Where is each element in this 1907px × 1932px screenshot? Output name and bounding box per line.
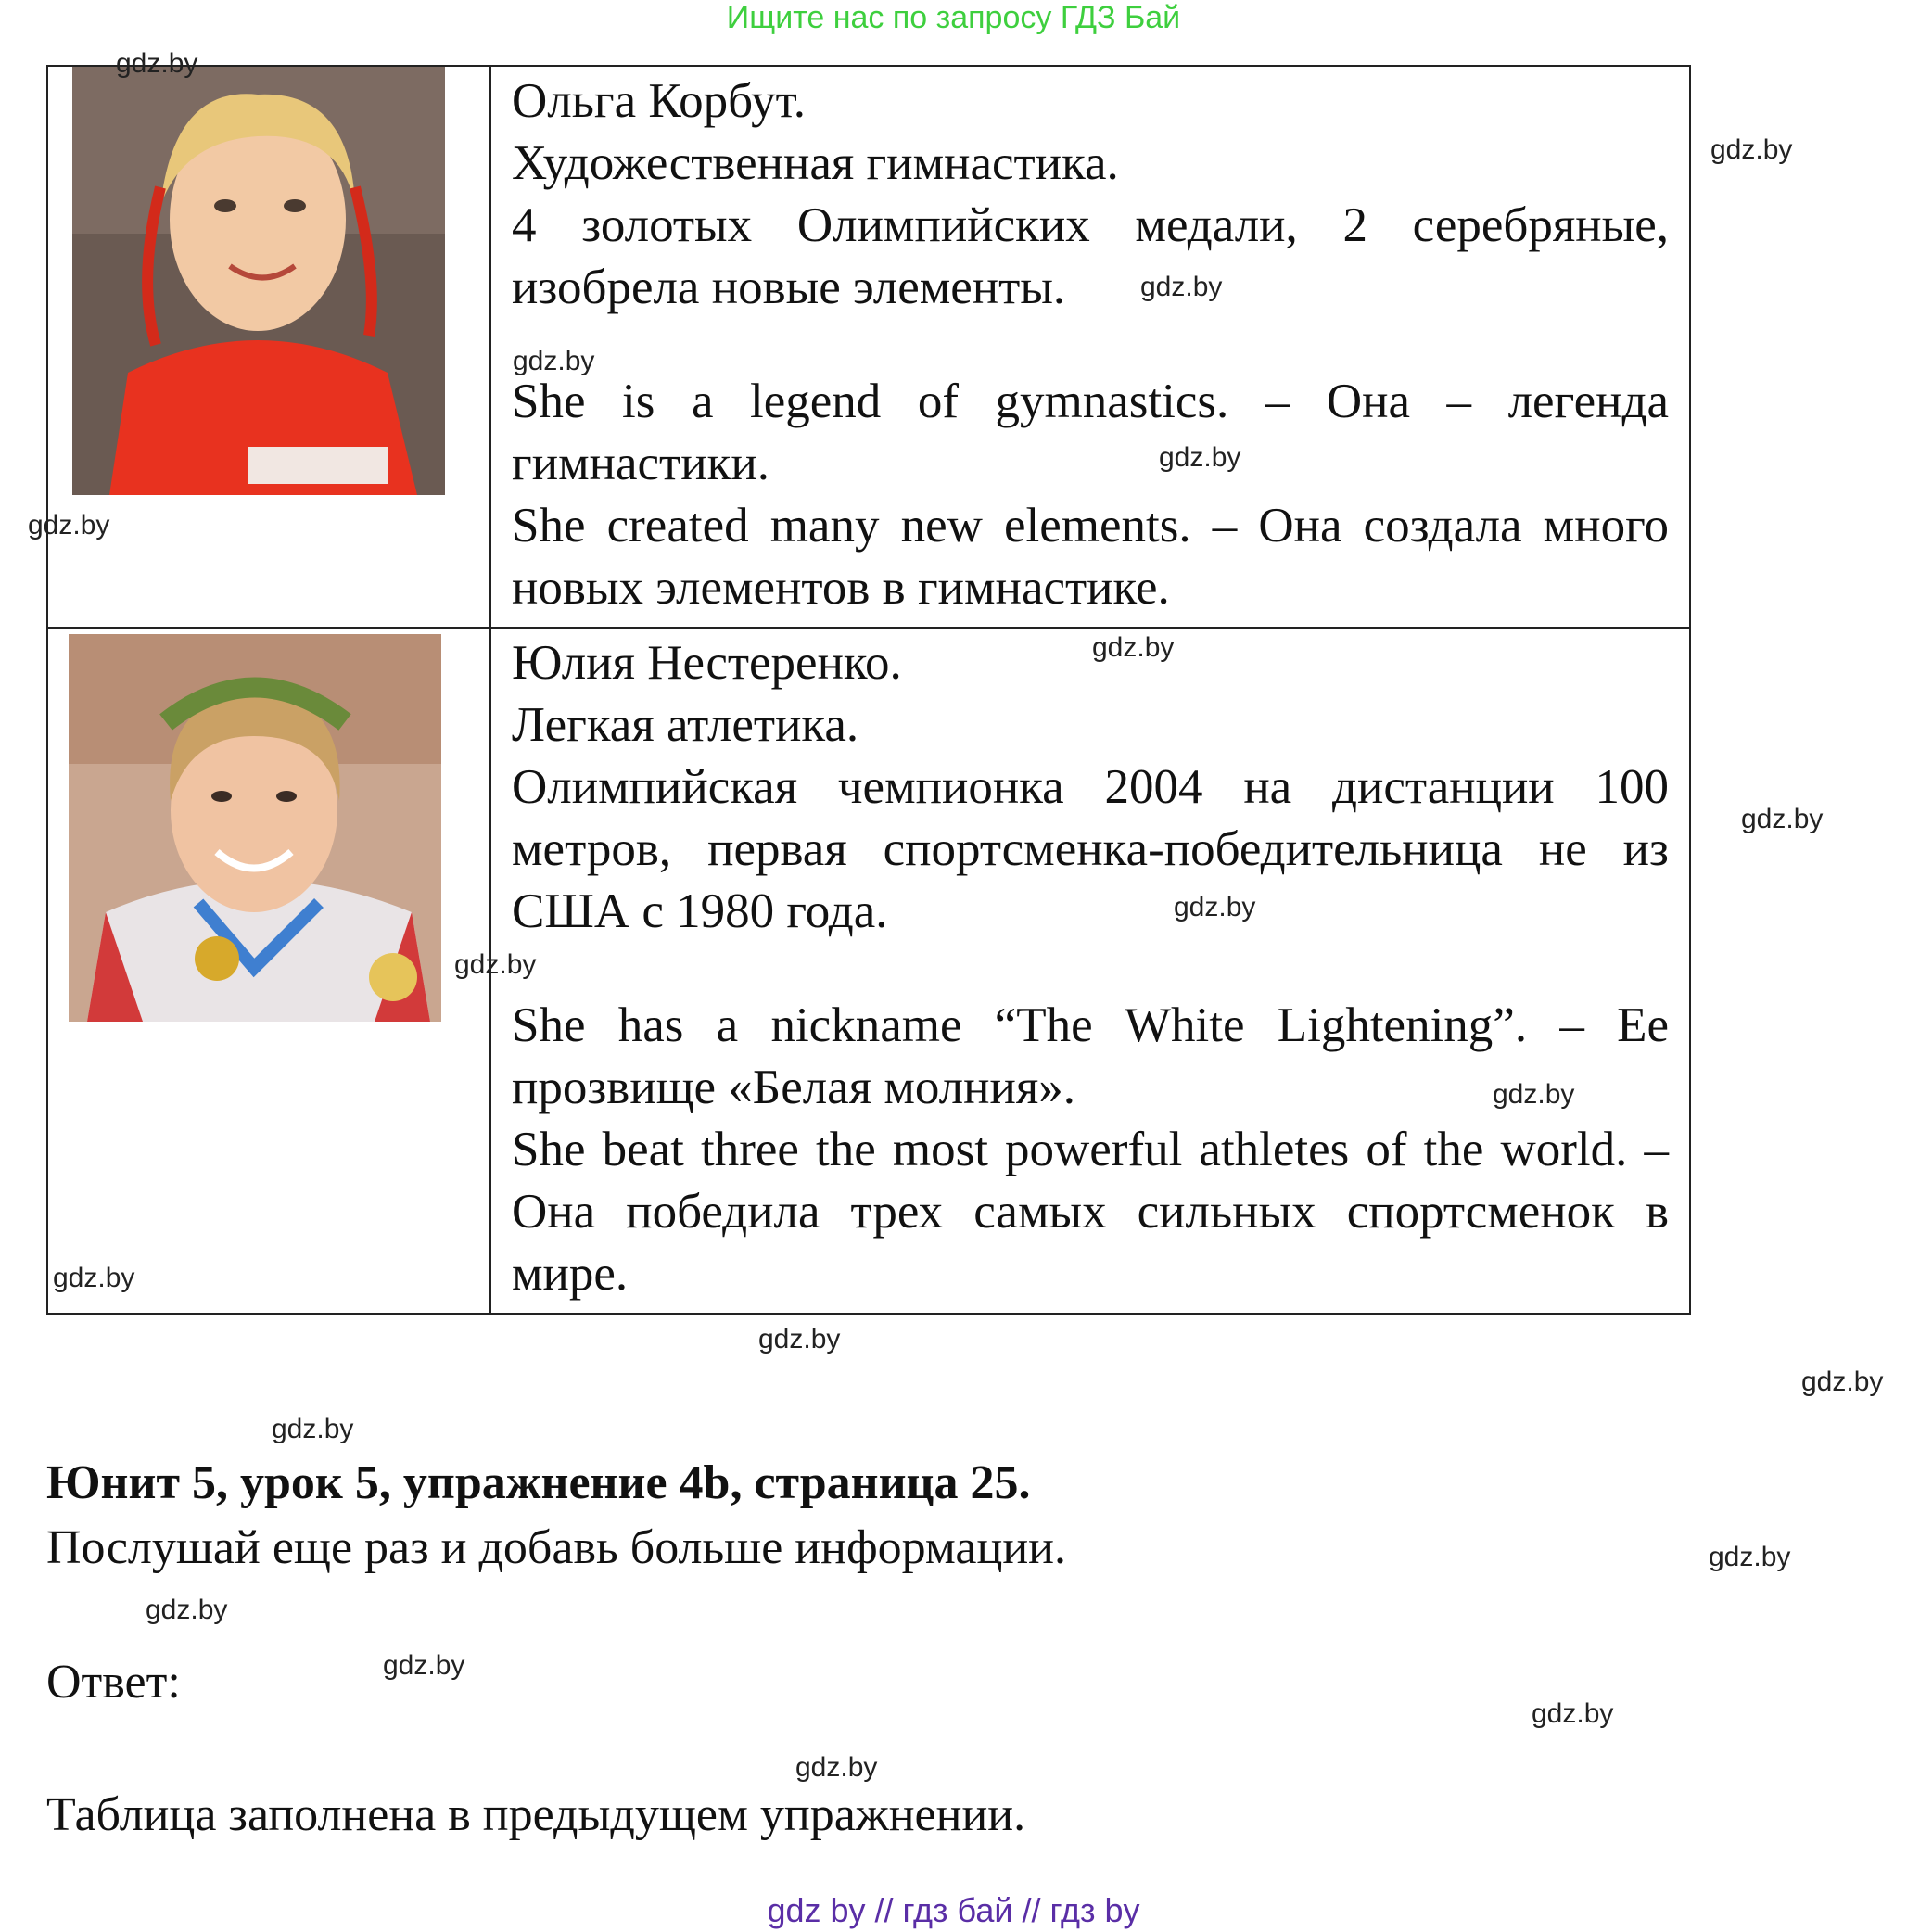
athlete-name: Ольга Корбут. <box>512 74 806 128</box>
watermark: gdz.by <box>28 510 110 540</box>
watermark: gdz.by <box>1532 1698 1614 1729</box>
watermark: gdz.by <box>53 1263 135 1293</box>
info-cell <box>490 66 1690 628</box>
athlete-portrait-yulia-nesterenko-icon <box>69 634 441 1022</box>
watermark: gdz.by <box>1174 892 1256 922</box>
answer-text: Таблица заполнена в предыдущем упражнении. <box>46 1788 1026 1841</box>
photo-cell <box>47 628 490 1314</box>
athlete-fact: She has a nickname “The White Lightening”. – Ее прозвище «Белая молния». <box>512 998 1669 1114</box>
footer-links[interactable]: gdz by // гдз бай // гдз by <box>767 1891 1140 1929</box>
watermark: gdz.by <box>383 1650 465 1681</box>
watermark: gdz.by <box>1092 632 1175 663</box>
watermark: gdz.by <box>146 1595 228 1625</box>
athlete-name: Юлия Нестеренко. <box>512 636 902 690</box>
watermark: gdz.by <box>1741 804 1824 834</box>
athlete-portrait-olga-korbut-icon <box>72 67 445 495</box>
watermark: gdz.by <box>758 1324 841 1354</box>
watermark: gdz.by <box>513 346 595 376</box>
top-banner: Ищите нас по запросу ГДЗ Бай <box>726 0 1181 35</box>
athlete-sport: Легкая атлетика. <box>512 698 859 752</box>
table-row <box>47 628 1690 1314</box>
table-row <box>47 66 1690 628</box>
athletes-table <box>46 65 1691 1315</box>
answer-label: Ответ: <box>46 1656 181 1709</box>
athlete-fact: She created many new elements. – Она создала много новых элементов в гимнастике. <box>512 499 1669 615</box>
watermark: gdz.by <box>116 48 198 79</box>
watermark: gdz.by <box>1709 1542 1791 1572</box>
athlete-achievement: Олимпийская чемпионка 2004 на дистанции 100 метров, первая спортсменка-победительница не из США с 1980 года. <box>512 760 1669 938</box>
athlete-fact: She is a legend of gymnastics. – Она – легенда гимнастики. <box>512 375 1669 490</box>
watermark: gdz.by <box>1159 442 1241 473</box>
exercise-instruction: Послушай еще раз и добавь больше информации. <box>46 1521 1066 1574</box>
watermark: gdz.by <box>272 1414 354 1444</box>
athlete-sport: Художественная гимнастика. <box>512 136 1119 190</box>
watermark: gdz.by <box>795 1752 878 1783</box>
athlete-fact: She beat three the most powerful athletes of the world. – Она победила трех самых сильных спортсменок в мире. <box>512 1123 1669 1301</box>
watermark: gdz.by <box>1710 134 1793 165</box>
info-cell <box>490 628 1690 1314</box>
athlete-achievement: 4 золотых Олимпийских медали, 2 серебряные, изобрела новые элементы. <box>512 198 1669 314</box>
exercise-heading: Юнит 5, урок 5, упражнение 4b, страница 25. <box>46 1456 1031 1509</box>
watermark: gdz.by <box>454 949 537 980</box>
watermark: gdz.by <box>1801 1366 1884 1397</box>
watermark: gdz.by <box>1140 272 1223 302</box>
watermark: gdz.by <box>1493 1079 1575 1110</box>
photo-cell <box>47 66 490 628</box>
